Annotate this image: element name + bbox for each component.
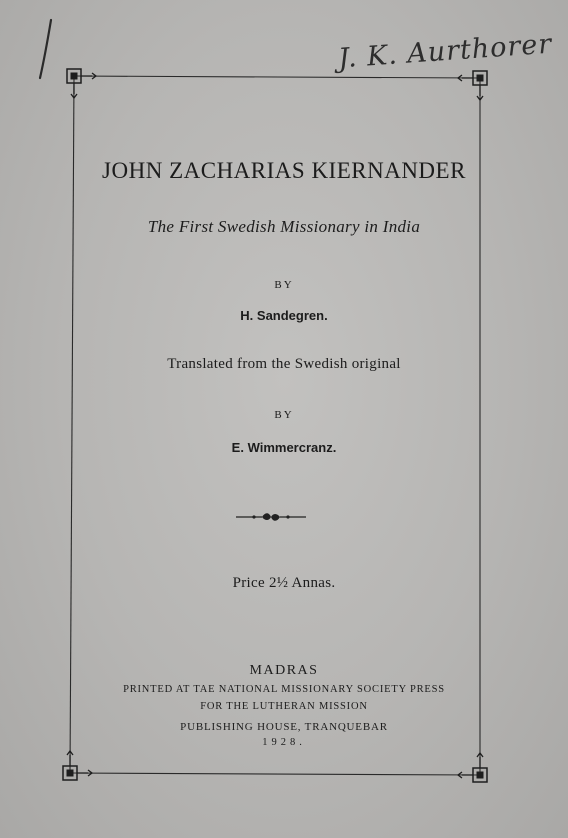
divider-ornament xyxy=(234,511,308,523)
printer-line-2: FOR THE LUTHERAN MISSION xyxy=(200,701,368,712)
corner-ornament-bottom-left xyxy=(63,751,92,780)
translator-name: E. Wimmercranz. xyxy=(231,440,337,455)
book-subtitle: The First Swedish Missionary in India xyxy=(147,217,421,236)
corner-ornament-top-right xyxy=(458,71,487,100)
publication-year: 1928. xyxy=(262,737,306,748)
printer-line-1: PRINTED AT TAE NATIONAL MISSIONARY SOCIETY PRESS xyxy=(123,684,445,695)
by-label-author: BY xyxy=(274,279,294,291)
margin-pen-mark xyxy=(36,18,56,80)
book-title: JOHN ZACHARIAS KIERNANDER xyxy=(102,158,466,183)
publishing-house: PUBLISHING HOUSE, TRANQUEBAR xyxy=(180,721,388,733)
translation-note: Translated from the Swedish original xyxy=(167,356,401,372)
handwritten-signature: J. K. Aurthorer xyxy=(337,28,554,75)
corner-ornament-bottom-right xyxy=(458,753,487,782)
price-line: Price 2½ Annas. xyxy=(232,575,336,591)
corner-ornament-top-left xyxy=(67,69,96,98)
publisher-city: MADRAS xyxy=(249,663,319,678)
by-label-translator: BY xyxy=(274,409,294,421)
author-name: H. Sandegren. xyxy=(240,308,328,323)
